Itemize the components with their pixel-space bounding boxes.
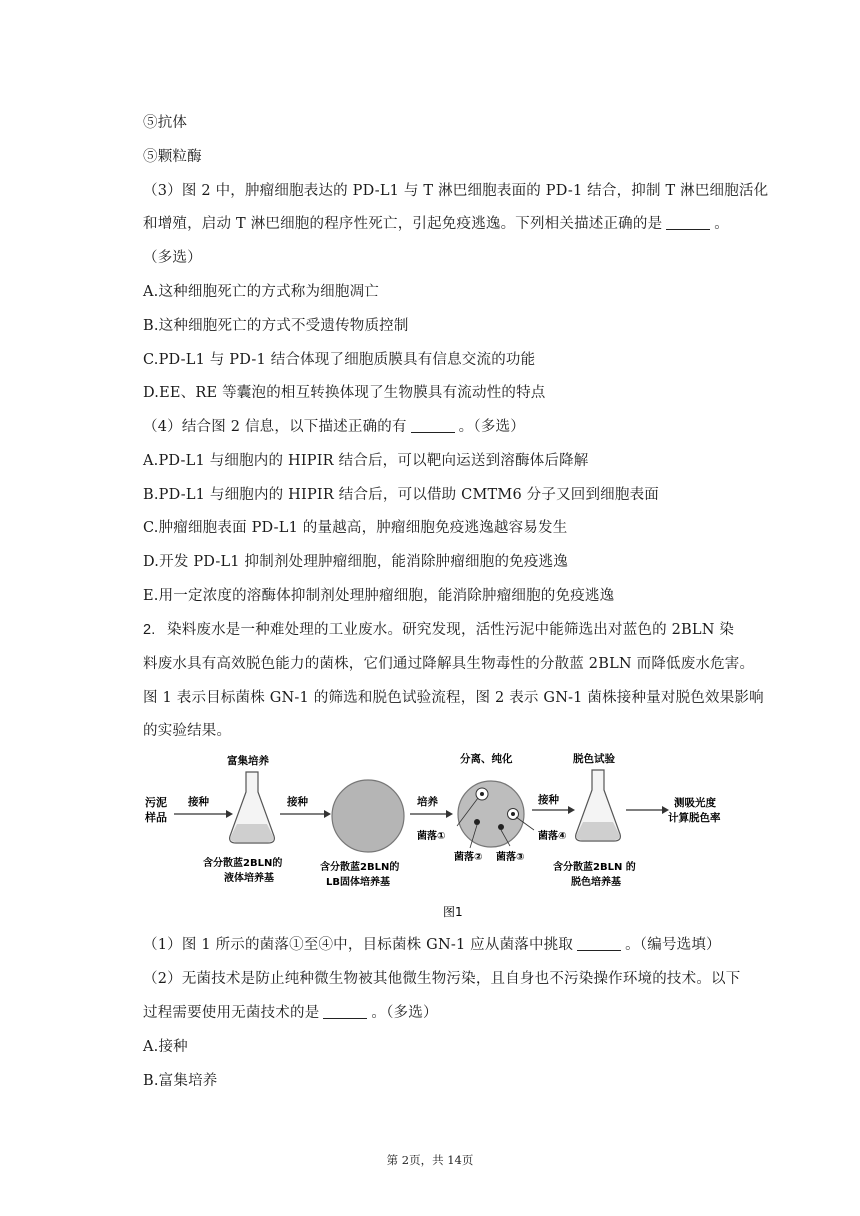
question-text-part: 。 [714, 216, 729, 232]
colony-label: 菌落① [417, 831, 446, 842]
colony-label: 菌落③ [496, 852, 525, 863]
arrow-label: 接种 [188, 796, 209, 808]
question-text: （2）无菌技术是防止纯种微生物被其他微生物污染，且自身也不污染操作环境的技术。以下 [143, 971, 741, 987]
option-text: A.这种细胞死亡的方式称为细胞凋亡 [143, 284, 379, 300]
option-text: C.PD-L1 与 PD-1 结合体现了细胞质膜具有信息交流的功能 [143, 352, 536, 368]
arrow-label: 接种 [287, 796, 308, 808]
option-text: ⑤颗粒酶 [143, 149, 202, 165]
colony-2 [474, 819, 480, 825]
arrow-label: 接种 [538, 794, 559, 806]
plate-title: 分离、纯化 [460, 753, 513, 765]
option-text: C.肿瘤细胞表面 PD-L1 的量越高，肿瘤细胞免疫逃逸越容易发生 [143, 520, 568, 536]
option-text: A.接种 [143, 1039, 188, 1055]
flask-title: 富集培养 [227, 755, 269, 767]
question-text [143, 935, 763, 955]
flask-title: 脱色试验 [573, 753, 615, 765]
sample-label: 污泥 [145, 796, 167, 809]
question-text [143, 214, 763, 234]
flask-caption: 含分散蓝2BLN 的 [553, 862, 636, 873]
arrow-head [446, 810, 453, 818]
arrow-head [226, 810, 233, 818]
option-text: B.PD-L1 与细胞内的 HIPIR 结合后，可以借助 CMTM6 分子又回到细胞表面 [143, 487, 659, 503]
question-text: 料废水具有高效脱色能力的菌株，它们通过降解具生物毒性的分散蓝 2BLN 而降低废水危害。 [143, 656, 755, 672]
question-text-part: （4）结合图 2 信息，以下描述正确的有 [143, 419, 407, 435]
question-text-part: 过程需要使用无菌技术的是 [143, 1005, 320, 1021]
colony-1-dot [480, 792, 484, 796]
result-label: 测吸光度 [674, 797, 716, 809]
result-label: 计算脱色率 [668, 812, 721, 824]
question-text-part: 染料废水是一种难处理的工业废水。研究发现，活性污泥中能筛选出对蓝色的 2BLN 染 [167, 622, 735, 638]
option-text: ⑤抗体 [143, 115, 188, 131]
flask-caption: 含分散蓝2BLN的 [203, 858, 283, 869]
answer-blank[interactable] [411, 418, 455, 433]
flask-caption: 脱色培养基 [571, 877, 621, 888]
question-text-part: 。（编号选填） [625, 937, 721, 953]
plate-caption: LB固体培养基 [326, 877, 390, 888]
option-text: B.富集培养 [143, 1073, 218, 1089]
plate-icon [332, 780, 404, 852]
question-text: 的实验结果。 [143, 723, 232, 739]
colony-4-dot [511, 812, 515, 816]
question-text-part: 。（多选） [458, 419, 525, 435]
figure-caption: 图1 [443, 905, 463, 919]
colony-label: 菌落④ [538, 831, 567, 842]
question-text-part: 。（多选） [371, 1005, 438, 1021]
flask-liquid [577, 822, 620, 840]
arrow-label: 培养 [417, 796, 438, 808]
page-footer: 第 2页，共 14页 [386, 1153, 474, 1167]
answer-blank[interactable] [323, 1004, 367, 1019]
figure-1-flowchart [140, 748, 730, 923]
question-2-text [143, 620, 763, 640]
question-note: （多选） [143, 250, 202, 266]
plate-caption: 含分散蓝2BLN的 [320, 862, 400, 873]
sample-label: 样品 [145, 811, 167, 824]
question-text-part: 和增殖，启动 T 淋巴细胞的程序性死亡，引起免疫逃逸。下列相关描述正确的是 [143, 216, 663, 232]
colony-label: 菌落② [454, 852, 483, 863]
flask-liquid [231, 824, 274, 842]
option-text: E.用一定浓度的溶酶体抑制剂处理肿瘤细胞，能消除肿瘤细胞的免疫逃逸 [143, 588, 615, 604]
arrow-head [568, 806, 575, 814]
option-text: D.开发 PD-L1 抑制剂处理肿瘤细胞，能消除肿瘤细胞的免疫逃逸 [143, 554, 568, 570]
question-text-part: （1）图 1 所示的菌落①至④中，目标菌株 GN-1 应从菌落中挑取 [143, 937, 574, 953]
question-text: 图 1 表示目标菌株 GN-1 的筛选和脱色试验流程，图 2 表示 GN-1 菌株接种量对脱色效果影响 [143, 690, 764, 706]
option-text: B.这种细胞死亡的方式不受遗传物质控制 [143, 318, 409, 334]
question-text [143, 417, 763, 437]
option-text: A.PD-L1 与细胞内的 HIPIR 结合后，可以靶向运送到溶酶体后降解 [143, 453, 589, 469]
flask-caption: 液体培养基 [224, 873, 274, 884]
arrow-head [324, 810, 331, 818]
answer-blank[interactable] [666, 215, 710, 230]
colony-3 [498, 824, 504, 830]
question-text [143, 1003, 763, 1023]
answer-blank[interactable] [577, 936, 621, 951]
option-text: D.EE、RE 等囊泡的相互转换体现了生物膜具有流动性的特点 [143, 385, 546, 401]
question-text: （3）图 2 中，肿瘤细胞表达的 PD-L1 与 T 淋巴细胞表面的 PD-1 结合，抑制 T 淋巴细胞活化 [143, 183, 769, 199]
question-number: 2. [143, 622, 156, 638]
